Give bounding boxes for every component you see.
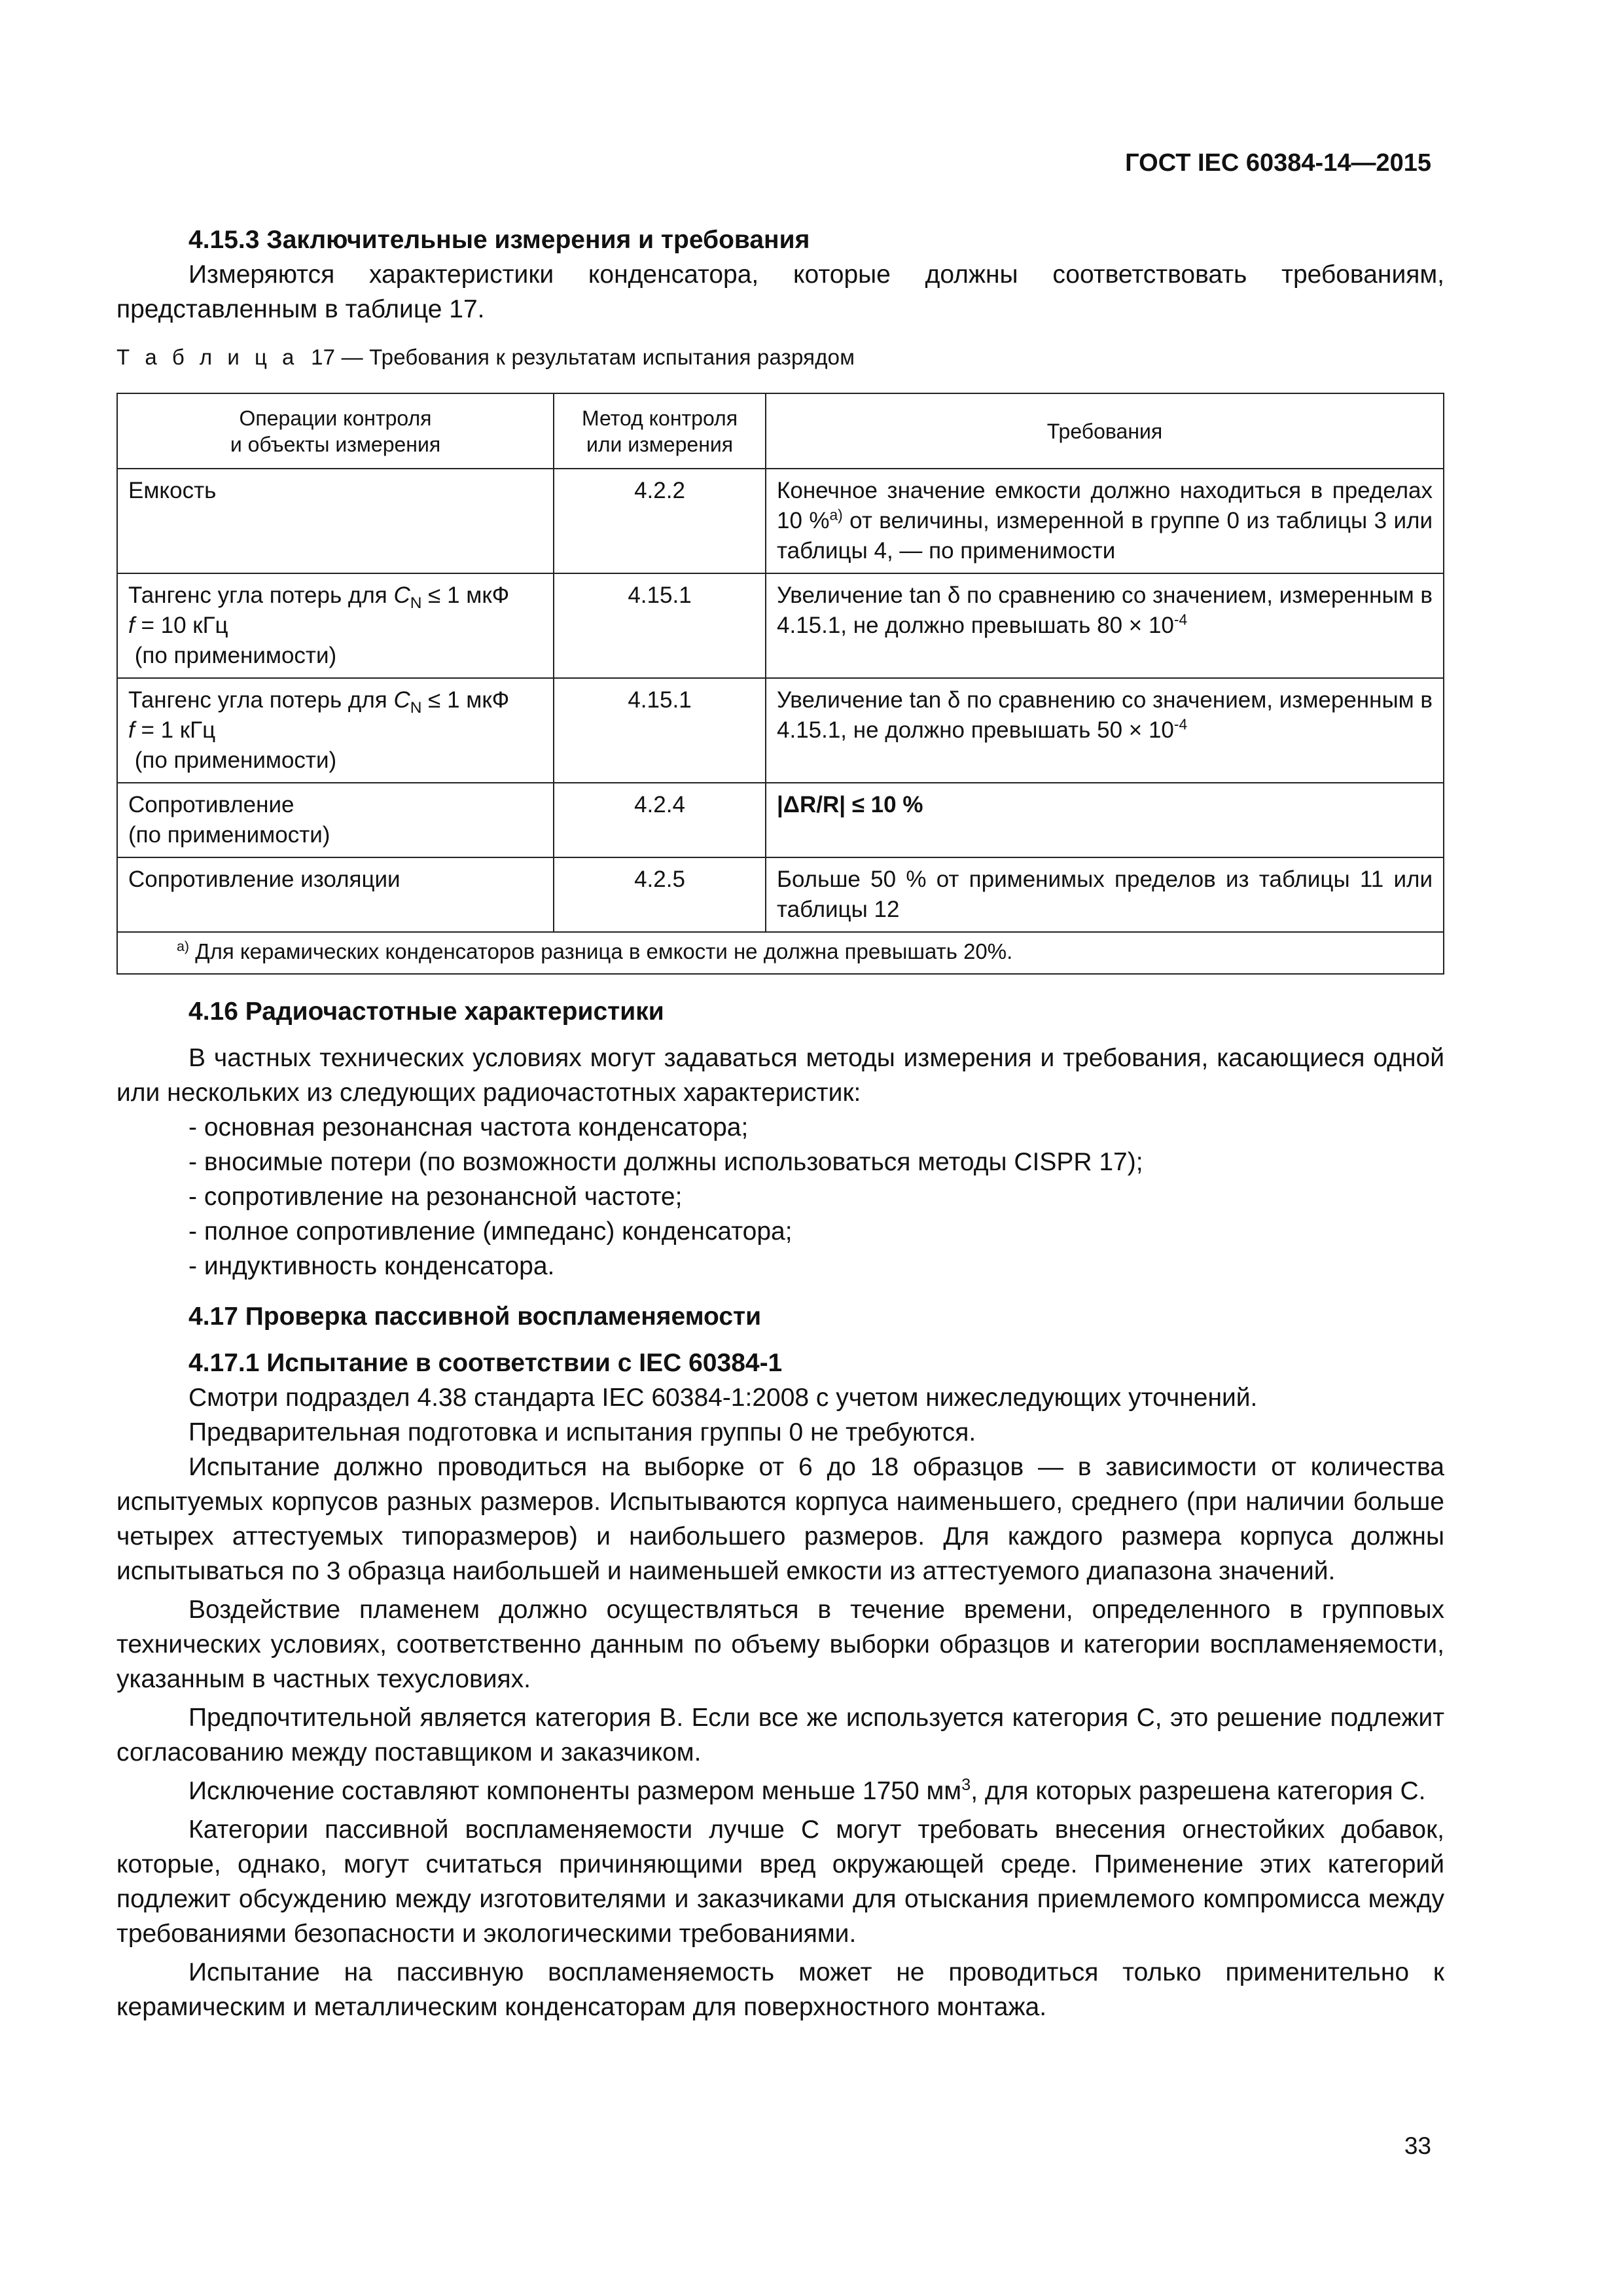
paragraph: Предварительная подготовка и испытания группы 0 не требуются. [188,1418,976,1446]
table-17-caption: Т а б л и ц а 17 — Требования к результатам испытания разрядом [116,345,855,369]
paragraph: Испытание должно проводиться на выборке от 6 до 18 образцов — в зависимости от количества испытуемых корпусов разных размеров. Испытываются корпуса наименьшего, среднего (при наличии больше четырех аттестуемых типоразмеров) и наибольшего размеров. Для каждого размера корпуса должны испытываться по 3 образца наибольшей и наименьшей емкости из аттестуемого диапазона значений. [116,1453,1444,1585]
page-content [116,223,1444,2024]
table-footnote: $^{а)}$ Для керамических конденсаторов разница в емкости не должна превышать 20%. [117,932,1444,974]
table-row [117,783,1444,857]
cell-method: 4.15.1 [554,678,766,783]
list-item: - основная резонансная частота конденсатора; [188,1113,749,1141]
paragraph: Предпочтительной является категория В. Если все же используется категория С, это решение подлежит согласованию между поставщиком и заказчиком. [116,1704,1444,1767]
list-item: - индуктивность конденсатора. [188,1252,555,1280]
cell-operation: Емкость [117,469,554,573]
list-item: - полное сопротивление (импеданс) конденсатора; [188,1217,793,1246]
page-number: 33 [1404,2132,1431,2159]
header-operations: Операции контроля и объекты измерения [117,393,554,469]
section-4-17-1-title: 4.17.1 Испытание в соответствии с IEC 60384-1 [188,1349,783,1377]
cell-operation: Тангенс угла потерь для $C_N \le 1$ мкФ f = 10 кГц (по применимости) [117,573,554,678]
table-row [117,469,1444,573]
document-header: ГОСТ IEC 60384-14—2015 [1125,149,1431,177]
table-row [117,573,1444,678]
cell-requirement: Увеличение tan δ по сравнению со значением, измеренным в 4.15.1, не должно превышать $80 \times 10^{-4}$ [766,573,1444,678]
cell-method: 4.2.4 [554,783,766,857]
cell-requirement: Больше 50 % от применимых пределов из таблицы 11 или таблицы 12 [766,857,1444,932]
table-row [117,678,1444,783]
paragraph: Испытание на пассивную воспламеняемость может не проводиться только применительно к керамическим и металлическим конденсаторам для поверхностного монтажа. [116,1958,1444,2021]
header-method: Метод контроля или измерения [554,393,766,469]
cell-requirement: |ΔR/R| ≤ 10 % [766,783,1444,857]
cell-requirement: Конечное значение емкости должно находиться в пределах 10 %$^{а)}$ от величины, измеренной в группе 0 из таблицы 3 или таблицы 4, — по применимости [766,469,1444,573]
list-item: - вносимые потери (по возможности должны использоваться методы CISPR 17); [188,1148,1143,1176]
list-item: - сопротивление на резонансной частоте; [188,1183,683,1211]
header-requirements: Требования [766,393,1444,469]
paragraph: Исключение составляют компоненты размером меньше 1750 $мм^3$, для которых разрешена категория С. [188,1776,1426,1805]
cell-method: 4.2.2 [554,469,766,573]
section-4-17-title: 4.17 Проверка пассивной воспламеняемости [188,1302,762,1331]
table-row [117,857,1444,932]
section-4-15-3-text: Измеряются характеристики конденсатора, которые должны соответствовать требованиям, представленным в таблице 17. [116,260,1444,323]
table-footnote-row [117,932,1444,974]
paragraph: Категории пассивной воспламеняемости лучше С могут требовать внесения огнестойких добавок, которые, однако, могут считаться причиняющими вред окружающей среде. Применение этих категорий подлежит обсуждению между изготовителями и заказчиками для отыскания приемлемого компромисса между требованиями безопасности и экологическими требованиями. [116,1816,1444,1948]
rf-characteristics-list [116,1110,1444,1283]
table-17 [116,393,1444,975]
cell-method: 4.2.5 [554,857,766,932]
cell-method: 4.15.1 [554,573,766,678]
cell-requirement: Увеличение tan δ по сравнению со значением, измеренным в 4.15.1, не должно превышать $50 \times 10^{-4}$ [766,678,1444,783]
table-header-row [117,393,1444,469]
cell-operation: Тангенс угла потерь для $C_N \le 1$ мкФ f = 1 кГц (по применимости) [117,678,554,783]
cell-operation: Сопротивление изоляции [117,857,554,932]
section-4-16-text: В частных технических условиях могут задаваться методы измерения и требования, касающиеся одной или нескольких из следующих радиочастотных характеристик: [116,1044,1444,1107]
cell-operation: Сопротивление (по применимости) [117,783,554,857]
section-4-15-3-title: 4.15.3 Заключительные измерения и требования [188,226,810,254]
paragraph: Воздействие пламенем должно осуществляться в течение времени, определенного в групповых технических условиях, соответственно данным по объему выборки образцов и категории воспламеняемости, указанным в частных техусловиях. [116,1596,1444,1693]
paragraph: Смотри подраздел 4.38 стандарта IEC 60384-1:2008 с учетом нижеследующих уточнений. [188,1384,1258,1412]
section-4-16-title: 4.16 Радиочастотные характеристики [188,997,664,1026]
